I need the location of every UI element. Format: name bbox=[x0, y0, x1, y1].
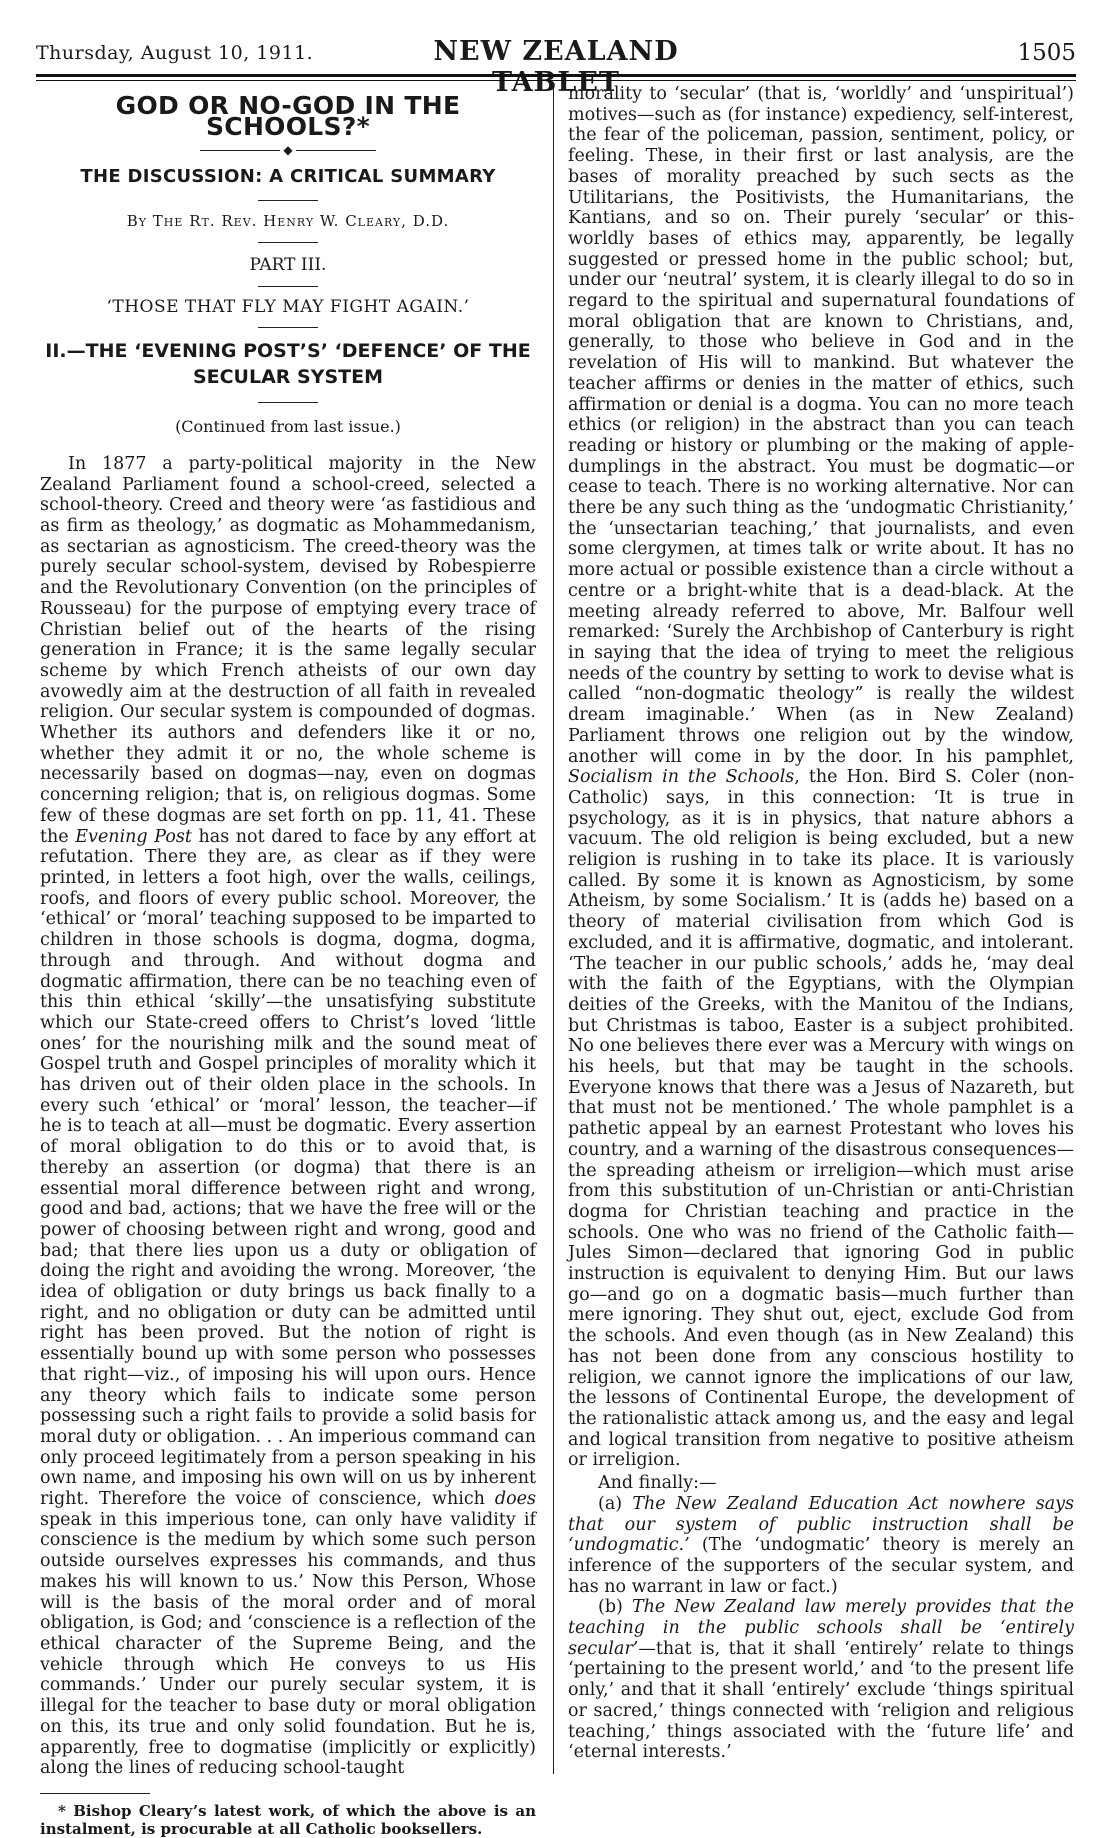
divider bbox=[258, 286, 318, 287]
list-item: (b) The New Zealand law merely provides that the teaching in the public schools shall be ‘entirely secular’—that is, that it shall ‘entirely’ relate to things ‘pertaining to the present world,’ and ‘to the present life only,’ and that it shall ‘entirely’ exclude ‘things spiritual or sacred,’ things connected with ‘religion and religious teaching,’ things associated with the ‘future life’ and ‘eternal interests.’ bbox=[568, 1597, 1074, 1763]
ornamental-rule: ◆ bbox=[40, 143, 536, 157]
masthead-rule-thin bbox=[36, 80, 1076, 81]
part-heading: PART III. bbox=[249, 254, 327, 275]
footnote-rule bbox=[40, 1793, 150, 1794]
issue-date: Thursday, August 10, 1911. bbox=[36, 42, 314, 64]
divider bbox=[258, 327, 318, 328]
divider bbox=[258, 242, 318, 243]
footnote: * Bishop Cleary’s latest work, of which the above is an instalment, is procurable at all Catholic booksellers. bbox=[40, 1801, 536, 1838]
publication-title: NEW ZEALAND TABLET bbox=[433, 36, 679, 98]
section-heading: II.—THE ‘EVENING POST’S’ ‘DEFENCE’ OF THE SECULAR SYSTEM bbox=[45, 340, 531, 389]
column-divider bbox=[553, 84, 554, 1774]
continued-note: (Continued from last issue.) bbox=[175, 417, 401, 437]
article-headline: GOD OR NO-GOD IN THE SCHOOLS?* bbox=[115, 91, 461, 141]
article-subtitle: THE DISCUSSION: A CRITICAL SUMMARY bbox=[80, 166, 496, 188]
body-paragraph: morality to ‘secular’ (that is, ‘worldly’ and ‘unspiritual’) motives—such as (for instance) expediency, self-interest, the fear of the policeman, passion, sentiment, policy, or feeling. These, in their first or last analysis, are the bases of morality preached by such sects as the Utilitarians, the Positivists, the Humanitarians, the Kantians, and so on. Their purely ‘secular’ or this-worldly bases of ethics may, apparently, be legally suggested or pressed home in the public school; but, under our ‘neutral’ system, it is clearly illegal to do so in regard to the spiritual and supernatural foundations of moral obligation that are known to Christians, and, generally, to those who believe in God and in the revelation of His will to mankind. But whatever the teacher affirms or denies in the matter of ethics, such affirmation or denial is a dogma. You can no more teach ethics (or religion) in the abstract than you can teach reading or history or plumbing or the making of apple-dumplings in the abstract. You must be dogmatic—or cease to teach. There is no working alternative. Nor can there be any such thing as the ‘undogmatic Christianity,’ the ‘unsectarian teaching,’ that journalists, and even some clergymen, at times talk or write about. It has no more actual or possible existence than a circle without a centre or a bright-white that is a dead-black. At the meeting already referred to above, Mr. Balfour well remarked: ‘Surely the Archbishop of Canterbury is right in saying that the idea of trying to meet the religious needs of the country by setting to work to devise what is called “non-dogmatic theology” is really the wildest dream imaginable.’ When (as in New Zealand) Parliament throws one religion out by the window, another will come in by the door. In his pamphlet, Socialism in the Schools, the Hon. Bird S. Coler (non-Catholic) says, in this connection: ‘It is true in psychology, as it is in physics, that nature abhors a vacuum. The old religion is being excluded, but a new religion is rushing in to take its place. It is variously called. By some it is known as Agnosticism, by some Atheism, by some Socialism.’ It is (adds he) based on a theory of material civilisation from which God is excluded, and it is affirmative, dogmatic, and intolerant. ‘The teacher in our public schools,’ adds he, ‘may deal with the faith of the Egyptians, with the Olympian deities of the Greeks, with the Manitou of the Indians, but Christmas is taboo, Easter is a subject prohibited. No one believes there ever was a Mercury with wings on his heels, but that may be taught in the schools. Everyone knows that there was a Jesus of Nazareth, but that must not be mentioned.’ The whole pamphlet is a pathetic appeal by an earnest Protestant who loves his country, and a warning of the disastrous consequences—the spreading atheism or irreligion—which must arise from this substitution of un-Christian or anti-Christian dogma for Christian teaching and practice in the schools. One who was no friend of the Catholic faith—Jules Simon—declared that ignoring God in public instruction is equivalent to denying Him. But our laws go—and go on a dogmatic basis—much further than mere ignoring. They shut out, eject, exclude God from the schools. And even though (as in New Zealand) this has not been done from any conscious hostility to religion, we cannot ignore the implications of our law, the lessons of Continental Europe, the development of the rationalistic attack among us, and the easy and legal and logical transition from negative to positive atheism or irreligion. bbox=[568, 84, 1074, 1471]
list-item: (a) The New Zealand Education Act nowhere says that our system of public instruction shall be ‘undogmatic.’ (The ‘undogmatic’ theory is merely an inference of the supporters of the secular system, and has no warrant in law or fact.) bbox=[568, 1493, 1074, 1597]
page-number: 1505 bbox=[1017, 40, 1076, 66]
finally-line: And finally:— bbox=[598, 1473, 717, 1494]
divider bbox=[258, 402, 318, 403]
masthead bbox=[36, 36, 1076, 98]
masthead-rule bbox=[36, 74, 1076, 77]
right-column bbox=[568, 84, 1074, 1763]
divider bbox=[258, 200, 318, 201]
quote-heading: ‘THOSE THAT FLY MAY FIGHT AGAIN.’ bbox=[106, 296, 470, 317]
left-column bbox=[40, 84, 536, 1838]
byline: By The Rt. Rev. Henry W. Cleary, D.D. bbox=[126, 212, 450, 231]
body-paragraph: In 1877 a party-political majority in the New Zealand Parliament found a school-creed, selected a school-theory. Creed and theory were ‘as fastidious and as firm as theology,’ as dogmatic as Mohammedanism, as sectarian as agnosticism. The creed-theory was the purely secular school-system, devised by Robespierre and the Revolutionary Convention (on the principles of Rousseau) for the purpose of emptying every trace of Christian belief out of the hearts of the rising generation in France; it is the same legally secular scheme by which French atheists of our own day avowedly aim at the destruction of all faith in revealed religion. Our secular system is compounded of dogmas. Whether its authors and defenders like it or no, whether they admit it or no, the whole scheme is necessarily based on dogmas—nay, even on dogmas concerning religion; that is, on religious dogmas. Some few of these dogmas are set forth on pp. 11, 41. These the Evening Post has not dared to face by any effort at refutation. There they are, as clear as if they were printed, in letters a foot high, over the walls, ceilings, roofs, and floors of every public school. Moreover, the ‘ethical’ or ‘moral’ teaching supposed to be imparted to children in those schools is dogma, dogma, dogma, through and through. And without dogma and dogmatic affirmation, there can be no teaching even of this thin ethical ‘skilly’—the unsatisfying substitute which our State-creed offers to Christ’s loved ‘little ones’ for the nourishing milk and the sound meat of Gospel truth and Gospel principles of morality which it has driven out of their olden place in the schools. In every such ‘ethical’ or ‘moral’ lesson, the teacher—if he is to teach at all—must be dogmatic. Every assertion of moral obligation to do this or to avoid that, is thereby an assertion (or dogma) that there is an essential moral difference between right and wrong, good and bad, actions; that we have the free will or the power of choosing between right and wrong, good and bad; that there lies upon us a duty or obligation of doing the right and avoiding the wrong. Moreover, ‘the idea of obligation or duty brings us back finally to a right, and no obligation or duty can be admitted until right has been proved. But the notion of right is essentially bound up with some person who possesses that right—viz., of imposing his will upon ours. Hence any theory which fails to indicate some person possessing such a right fails to provide a solid basis for moral duty or obligation. . . An imperious command can only proceed legitimately from a person speaking in his own name, and imposing his own will on us by inherent right. Therefore the voice of conscience, which does speak in this imperious tone, can only have validity if conscience is the medium by which some such person outside ourselves expresses his commands, and thus makes his will known to us.’ Now this Person, Whose will is the basis of the moral order and of moral obligation, is God; and ‘conscience is a reflection of the ethical character of the Supreme Being, and the vehicle through which He conveys to us His commands.’ Under our purely secular system, it is illegal for the teacher to base duty or moral obligation on this, its true and only solid foundation. But he is, apparently, free to dogmatise (implicitly or explicitly) along the lines of reducing school-taught bbox=[40, 453, 536, 1779]
